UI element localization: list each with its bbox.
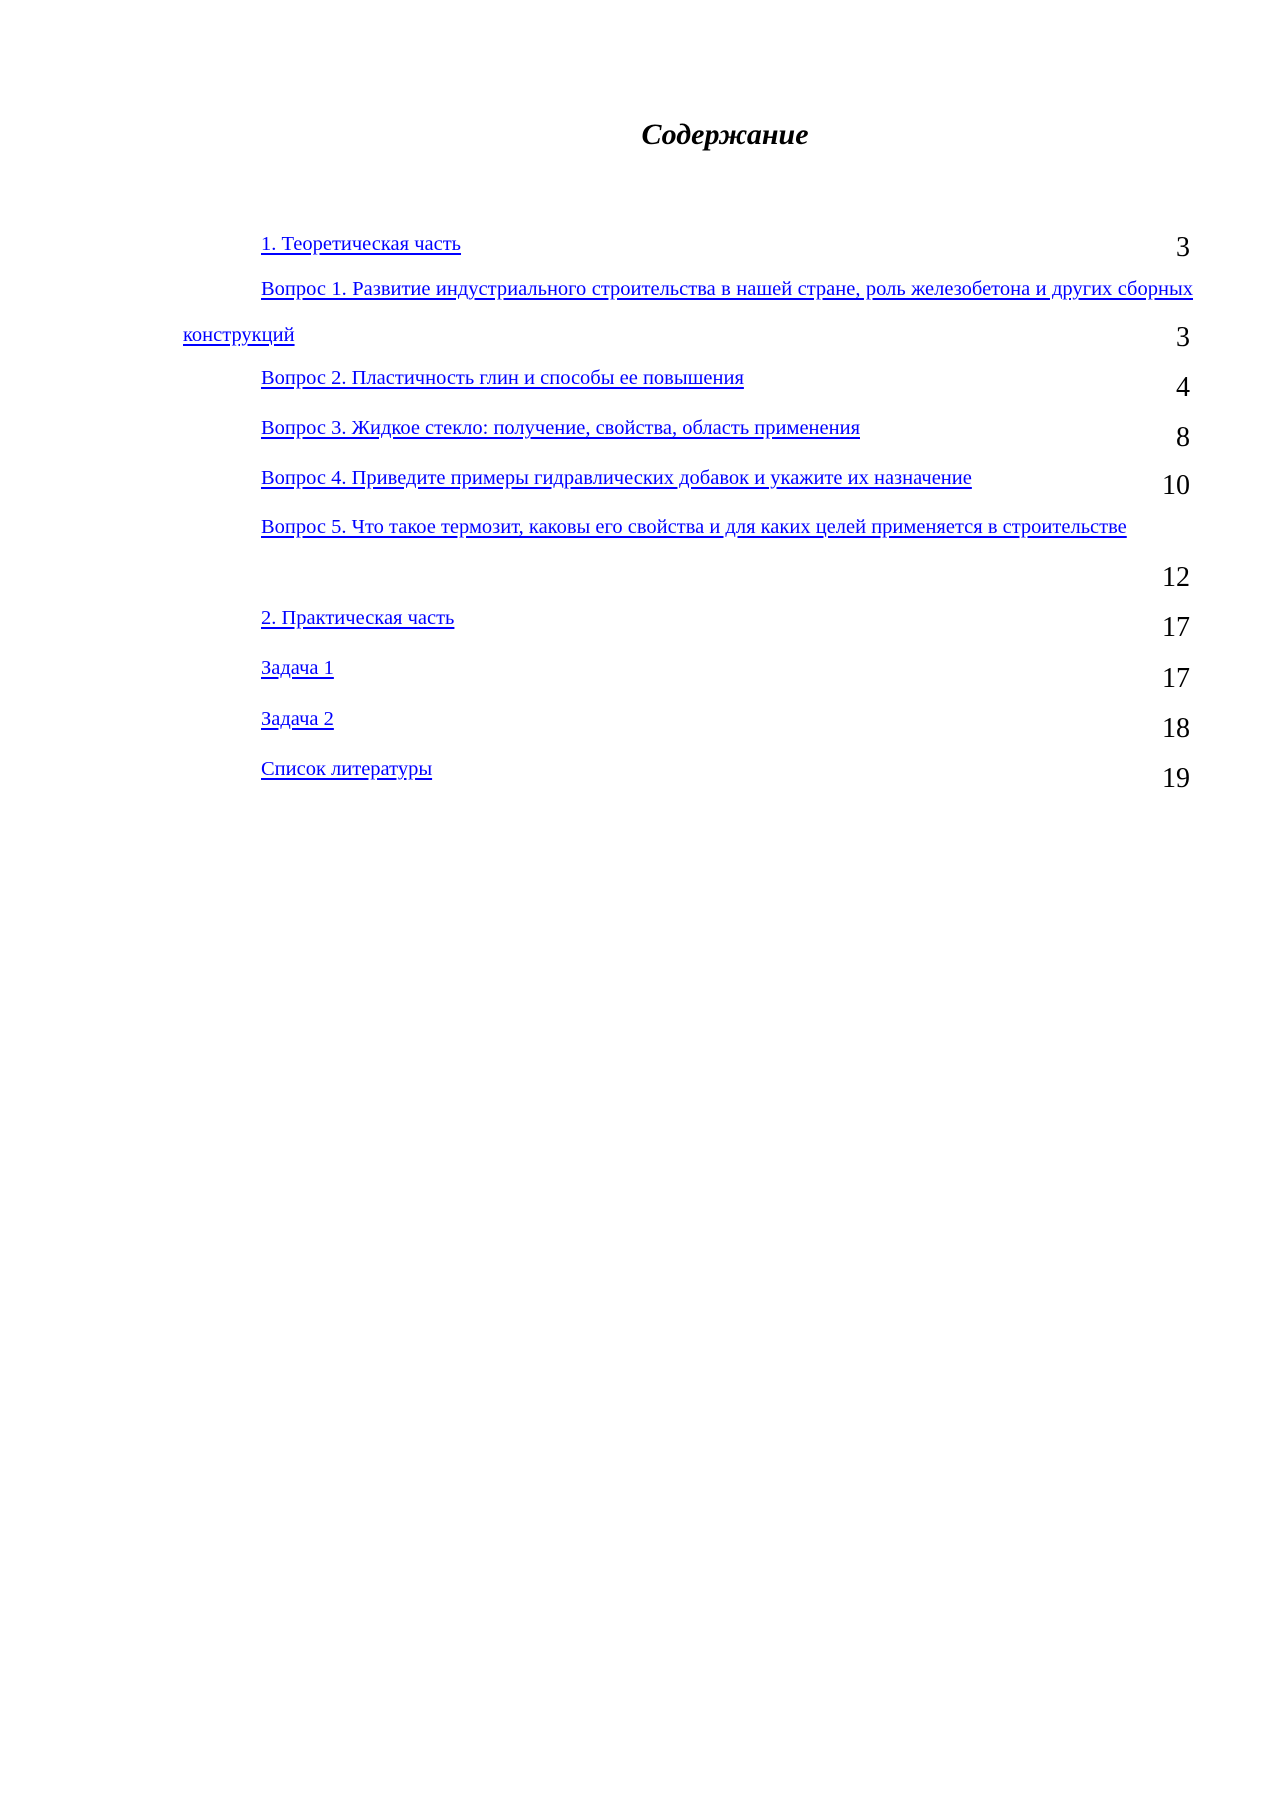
toc-page-number: 4 (1176, 372, 1190, 403)
toc-link-practice[interactable]: 2. Практическая часть (261, 607, 455, 629)
toc-page-number: 3 (1176, 322, 1190, 353)
toc-page-number: 18 (1162, 713, 1190, 744)
toc-link-theory[interactable]: 1. Теоретическая часть (261, 233, 462, 255)
toc-link-task-1[interactable]: Задача 1 (261, 657, 334, 679)
toc-page-number: 19 (1162, 763, 1190, 794)
toc-link-question-1[interactable]: Вопрос 1. Развитие индустриального строительства в нашей стране, роль железобетона и других сборных конструкций (183, 278, 1193, 346)
toc-page-number: 10 (1162, 470, 1190, 501)
toc-page-number: 8 (1176, 422, 1190, 453)
toc-entry (183, 222, 1193, 266)
toc-entry (183, 504, 1193, 596)
toc-entry (183, 697, 1193, 747)
table-of-contents (183, 222, 1193, 797)
toc-link-references[interactable]: Список литературы (261, 758, 433, 780)
toc-page-number: 17 (1162, 612, 1190, 643)
toc-entry (183, 406, 1193, 456)
toc-entry (183, 596, 1193, 646)
toc-link-question-4[interactable]: Вопрос 4. Приведите примеры гидравлических добавок и укажите их назначение (261, 467, 972, 489)
toc-link-question-2[interactable]: Вопрос 2. Пластичность глин и способы ее повышения (261, 367, 744, 389)
toc-page-number: 17 (1162, 663, 1190, 694)
toc-link-question-5[interactable]: Вопрос 5. Что такое термозит, каковы его свойства и для каких целей применяется в строительстве (261, 516, 1127, 538)
toc-entry (183, 747, 1193, 797)
toc-entry (183, 456, 1193, 504)
toc-page-number: 3 (1176, 232, 1190, 263)
toc-link-question-3[interactable]: Вопрос 3. Жидкое стекло: получение, свойства, область применения (261, 417, 860, 439)
toc-entry (183, 356, 1193, 406)
toc-link-task-2[interactable]: Задача 2 (261, 708, 334, 730)
toc-title: Содержание (641, 118, 809, 151)
toc-entry (183, 266, 1193, 356)
toc-page-number: 12 (1162, 562, 1190, 593)
toc-entry (183, 646, 1193, 697)
